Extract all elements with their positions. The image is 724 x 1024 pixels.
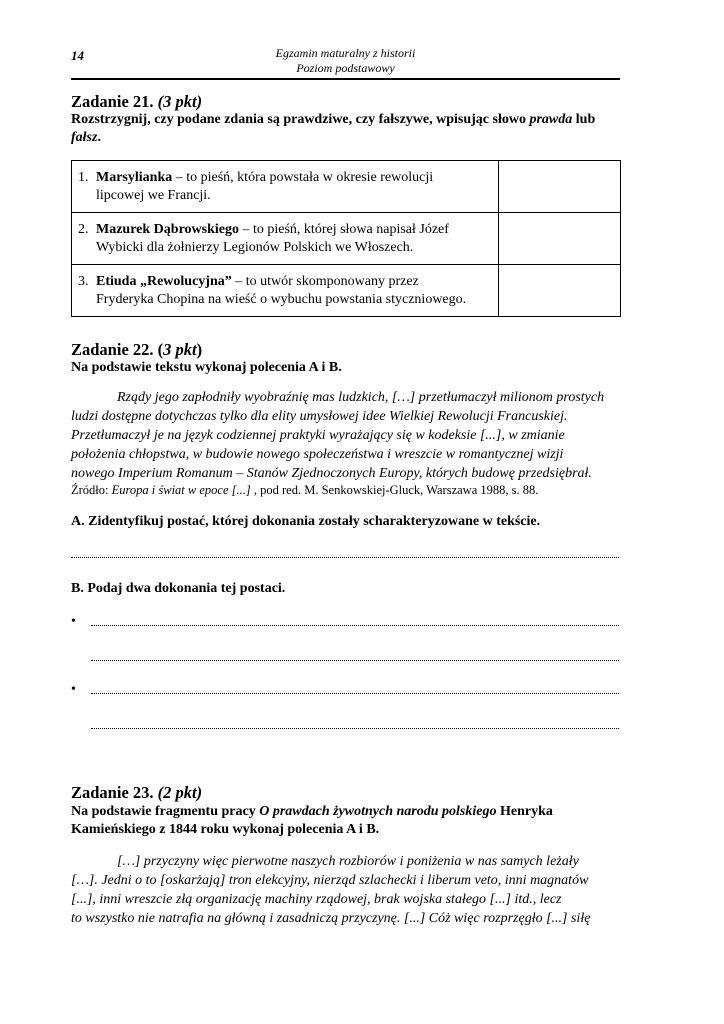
task21-title [71,92,202,112]
statement-subject: Etiuda „Rewolucyjna” [96,274,232,289]
answer-line-b1-cont[interactable] [91,660,619,661]
table-row [72,161,621,213]
header-title-line1: Egzamin maturalny z historii [275,46,416,60]
task22-quote [71,388,620,483]
page-number: 14 [71,48,84,63]
task21-word-false: fałsz [71,130,98,145]
quote-line: Przetłumaczył je na język codziennej praktyki wyrażający się w kodeksie [...], w zmianie [71,428,565,443]
task21-instruction [71,111,620,147]
quote-line: […]. Jedni o to [oskarżają] tron elekcyjny, nierząd szlachecki i liberum veto, inni magnatów [71,873,589,888]
task21-points: (3 pkt) [157,92,203,111]
bullet-1: • [71,614,76,629]
task22-points-close: ) [196,340,203,359]
statement-subject: Mazurek Dąbrowskiego [96,222,239,237]
statement-text-cont: Fryderyka Chopina na wieść o wybuchu powstania styczniowego. [96,292,467,307]
table-row [72,265,621,317]
answer-line-b2[interactable] [91,693,619,694]
task22-points: 3 pkt [163,340,197,359]
statement-cell [72,265,499,317]
task22-question-a: A. Zidentyfikuj postać, której dokonania zostały scharakteryzowane w tekście. [71,514,541,529]
task22-instruction: Na podstawie tekstu wykonaj polecenia A i B. [71,360,342,375]
answer-line-b1[interactable] [91,625,619,626]
bullet-2: • [71,682,76,697]
task22-title-text: Zadanie 22. [71,340,154,359]
table-row [72,213,621,265]
task22-title [71,340,202,360]
task21-instr-part1: Rozstrzygnij, czy podane zdania są prawdziwe, czy fałszywe, wpisując słowo [71,112,530,127]
quote-line: nowego Imperium Romanum – Stanów Zjednoczonych Europy, których budowę przedsiębrał. [71,466,592,481]
task22-points-open: ( [157,340,164,359]
statement-text-cont: Wybicki dla żołnierzy Legionów Polskich we Włoszech. [96,240,414,255]
answer-line-a[interactable] [71,557,619,558]
answer-line-b2-cont[interactable] [91,728,619,729]
quote-line: położenia chłopstwa, w budowie nowego społeczeństwa i wreszcie w romantycznej wizji [71,447,564,462]
task23-instruction-line1 [71,803,620,821]
task23-points: (2 pkt) [157,783,203,802]
statement-subject: Marsylianka [96,170,173,185]
statement-text: – to utwór skomponowany przez [231,274,419,289]
answer-cell[interactable] [498,213,620,265]
task21-instr-part2: lub [572,112,596,127]
header-title [71,46,620,76]
task23-work-title: O prawdach żywotnych narodu polskiego [259,804,497,819]
task23-instruction [71,803,620,839]
task23-title-text: Zadanie 23. [71,783,154,802]
task21-title-text: Zadanie 21. [71,92,154,111]
statement-number: 3. [78,274,89,289]
source-title: Europa i świat w epoce [...] [111,483,251,497]
task23-title [71,783,202,803]
source-suffix: , pod red. M. Senkowskiej-Gluck, Warszawa 1988, s. 88. [250,483,539,497]
task21-word-true: prawda [529,112,573,127]
statement-number: 2. [78,222,89,237]
source-prefix: Źródło: [71,483,112,497]
task23-instruction-line2: Kamieńskiego z 1844 roku wykonaj polecenia A i B. [71,822,380,837]
statement-text: – to pieśń, której słowa napisał Józef [238,222,449,237]
answer-cell[interactable] [498,161,620,213]
statement-text-cont: lipcowej we Francji. [96,188,211,203]
statement-number: 1. [78,170,89,185]
page-header [71,46,620,80]
task23-quote [71,852,620,928]
task22-question-b: B. Podaj dwa dokonania tej postaci. [71,581,286,596]
true-false-table [71,160,621,317]
task23-instr-part2: Henryka [496,804,553,819]
quote-line: Rządy jego zapłodniły wyobraźnię mas ludzkich, […] przetłumaczył milionom prostych [117,390,605,405]
statement-text: – to pieśń, która powstała w okresie rewolucji [172,170,434,185]
quote-line: [...], inni wreszcie złą organizację machiny rządowej, brak wojska stałego [...] itd., lecz [71,892,562,907]
statement-cell [72,213,499,265]
quote-line: […] przyczyny więc pierwotne naszych rozbiorów i poniżenia w nas samych leżały [117,854,579,869]
statement-cell [72,161,499,213]
task23-instr-part1: Na podstawie fragmentu pracy [71,804,260,819]
task21-instr-end: . [97,130,101,145]
quote-source [71,483,538,498]
header-title-line2: Poziom podstawowy [296,61,395,75]
quote-line: ludzi dostępne dotychczas tylko dla elity umysłowej idee Wielkiej Rewolucji Francuskiej. [71,409,568,424]
quote-line: to wszystko nie natrafia na główną i zasadniczą przyczynę. [...] Cóż więc rozprzęgło [...] siłę [71,911,591,926]
answer-cell[interactable] [498,265,620,317]
